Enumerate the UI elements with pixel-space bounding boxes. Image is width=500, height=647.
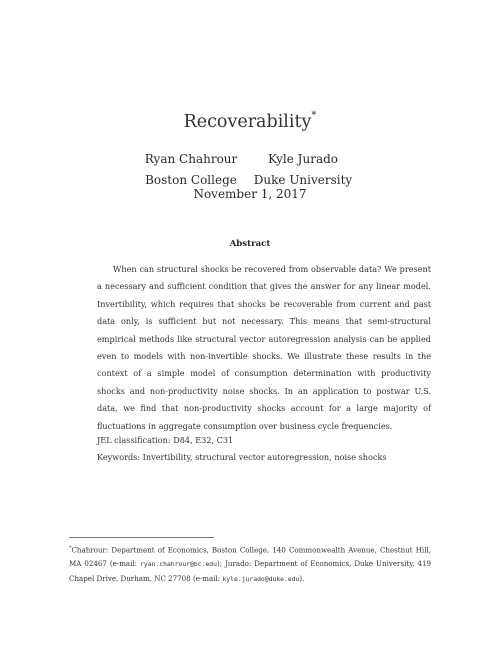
footnote-rule — [69, 537, 214, 538]
paper-title — [0, 112, 500, 132]
footnote-text-part2: ); Jurado: Department of Economics, Duke University, 419 Chapel Drive, Durham, NC 27708 (e-mail: — [69, 559, 431, 583]
jel-classification: JEL classification: D84, E32, C31 — [97, 435, 234, 445]
abstract-text: When can structural shocks be recovered from observable data? We present a necessary and sufficient condition that gives the answer for any linear model. Invertibility, which requires that shocks be recoverable from current and past data only, is sufficient but not necessary. This means that semi-structural empirical methods like structural vector autoregression analysis can be applied even to models with non-invertible shocks. We illustrate these results in the context of a simple model of consumption determination with productivity shocks and non-productivity noise shocks. In an application to postwar U.S. data, we find that non-productivity shocks account for a large majority of fluctuations in aggregate consumption over business cycle frequencies. — [97, 264, 431, 431]
author-block-2 — [218, 149, 388, 191]
title-footnote-marker: * — [311, 110, 317, 122]
footnote-marker: * — [69, 545, 72, 551]
footnote-text-part1: Chahrour: Department of Economics, Boston College, 140 Commonwealth Avenue, Chestnut Hill, MA 02467 (e-mail: — [69, 545, 431, 569]
author-name: Ryan Chahrour — [144, 152, 238, 166]
email-link-chahrour[interactable]: ryan.chahrour@bc.edu — [140, 560, 217, 569]
author-affiliation: Duke University — [253, 173, 353, 187]
paper-title-text: Recoverability — [183, 112, 312, 132]
author-name: Kyle Jurado — [267, 152, 339, 166]
paper-date: November 1, 2017 — [193, 187, 307, 201]
footnote — [69, 542, 431, 587]
abstract-heading: Abstract — [229, 239, 271, 249]
keywords: Keywords: Invertibility, structural vector autoregression, noise shocks — [97, 452, 387, 462]
footnote-text-part3: ). — [299, 573, 305, 583]
email-link-jurado[interactable]: kyle.jurado@duke.edu — [222, 574, 300, 583]
author-affiliation: Boston College — [145, 173, 237, 187]
